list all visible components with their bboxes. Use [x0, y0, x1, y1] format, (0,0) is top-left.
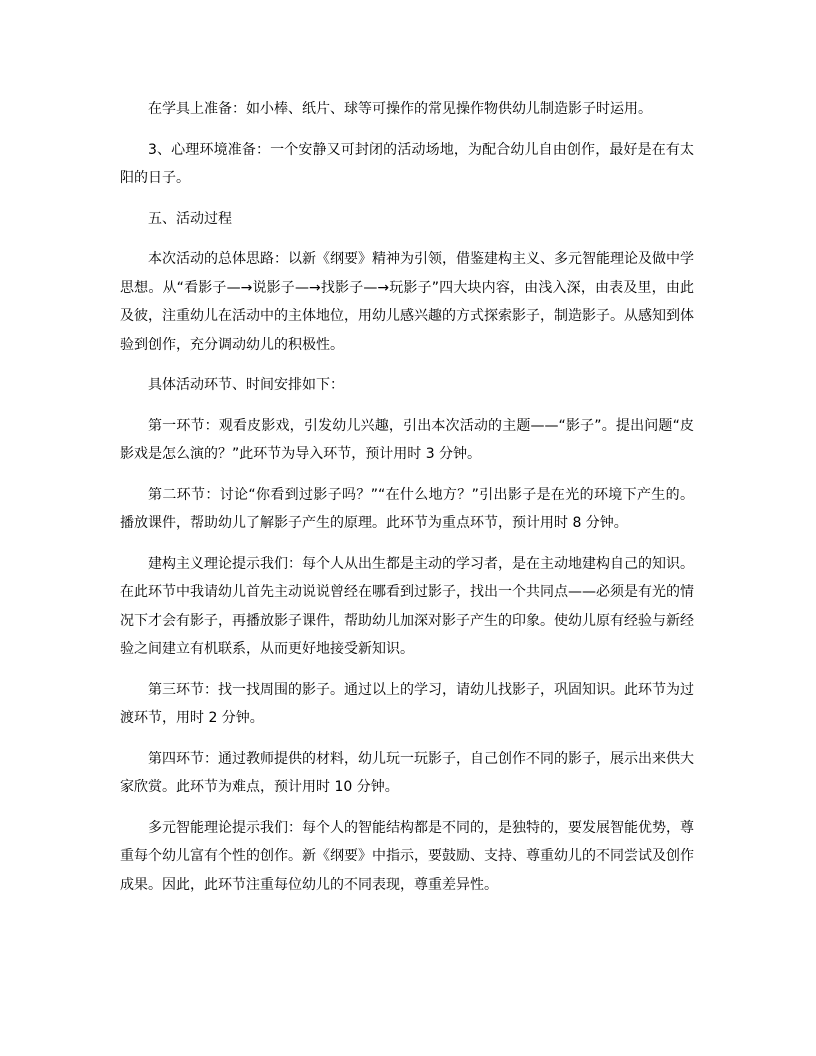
paragraph-step-one: 第一环节：观看皮影戏，引发幼儿兴趣，引出本次活动的主题——“影子”。提出问题“皮影戏是怎么演的？”此环节为导入环节，预计用时 3 分钟。 — [120, 417, 694, 462]
paragraph-materials: 在学具上准备：如小棒、纸片、球等可操作的常见操作物供幼儿制造影子时运用。 — [148, 101, 652, 117]
paragraph-multiple-intelligences: 多元智能理论提示我们：每个人的智能结构都是不同的，是独特的，要发展智能优势，尊重每个幼儿富有个性的创作。新《纲要》中指示，要鼓励、支持、尊重幼儿的不同尝试及创作成果。因此，此环节注重每位幼儿的不同表现，尊重差异性。 — [120, 819, 694, 893]
paragraph-overall-approach: 本次活动的总体思路：以新《纲要》精神为引领，借鉴建构主义、多元智能理论及做中学思想。从“看影子—→说影子—→找影子—→玩影子”四大块内容，由浅入深，由表及里，由此及彼，注重幼儿在活动中的主体地位，用幼儿感兴趣的方式探索影子，制造影子。从感知到体验到创作，充分调动幼儿的积极性。 — [120, 251, 694, 353]
paragraph-step-three: 第三环节：找一找周围的影子。通过以上的学习，请幼儿找影子，巩固知识。此环节为过渡环节，用时 2 分钟。 — [120, 681, 694, 726]
paragraph-step-two: 第二环节：讨论“你看到过影子吗？”“在什么地方？”引出影子是在光的环境下产生的。播放课件，帮助幼儿了解影子产生的原理。此环节为重点环节，预计用时 8 分钟。 — [120, 486, 694, 531]
paragraph-psychological-environment: 3、心理环境准备：一个安静又可封闭的活动场地，为配合幼儿自由创作，最好是在有太阳的日子。 — [120, 141, 694, 186]
paragraph-constructivism: 建构主义理论提示我们：每个人从出生都是主动的学习者，是在主动地建构自己的知识。在此环节中我请幼儿首先主动说说曾经在哪看到过影子，找出一个共同点——必须是有光的情况下才会有影子，再播放影子课件，帮助幼儿加深对影子产生的印象。使幼儿原有经验与新经验之间建立有机联系，从而更好地接受新知识。 — [120, 555, 694, 657]
paragraph-schedule-intro: 具体活动环节、时间安排如下： — [148, 377, 344, 393]
section-heading-activity-process: 五、活动过程 — [148, 210, 232, 227]
document-body — [120, 95, 694, 911]
paragraph-step-four: 第四环节：通过教师提供的材料，幼儿玩一玩影子，自己创作不同的影子，展示出来供大家欣赏。此环节为难点，预计用时 10 分钟。 — [120, 750, 694, 795]
